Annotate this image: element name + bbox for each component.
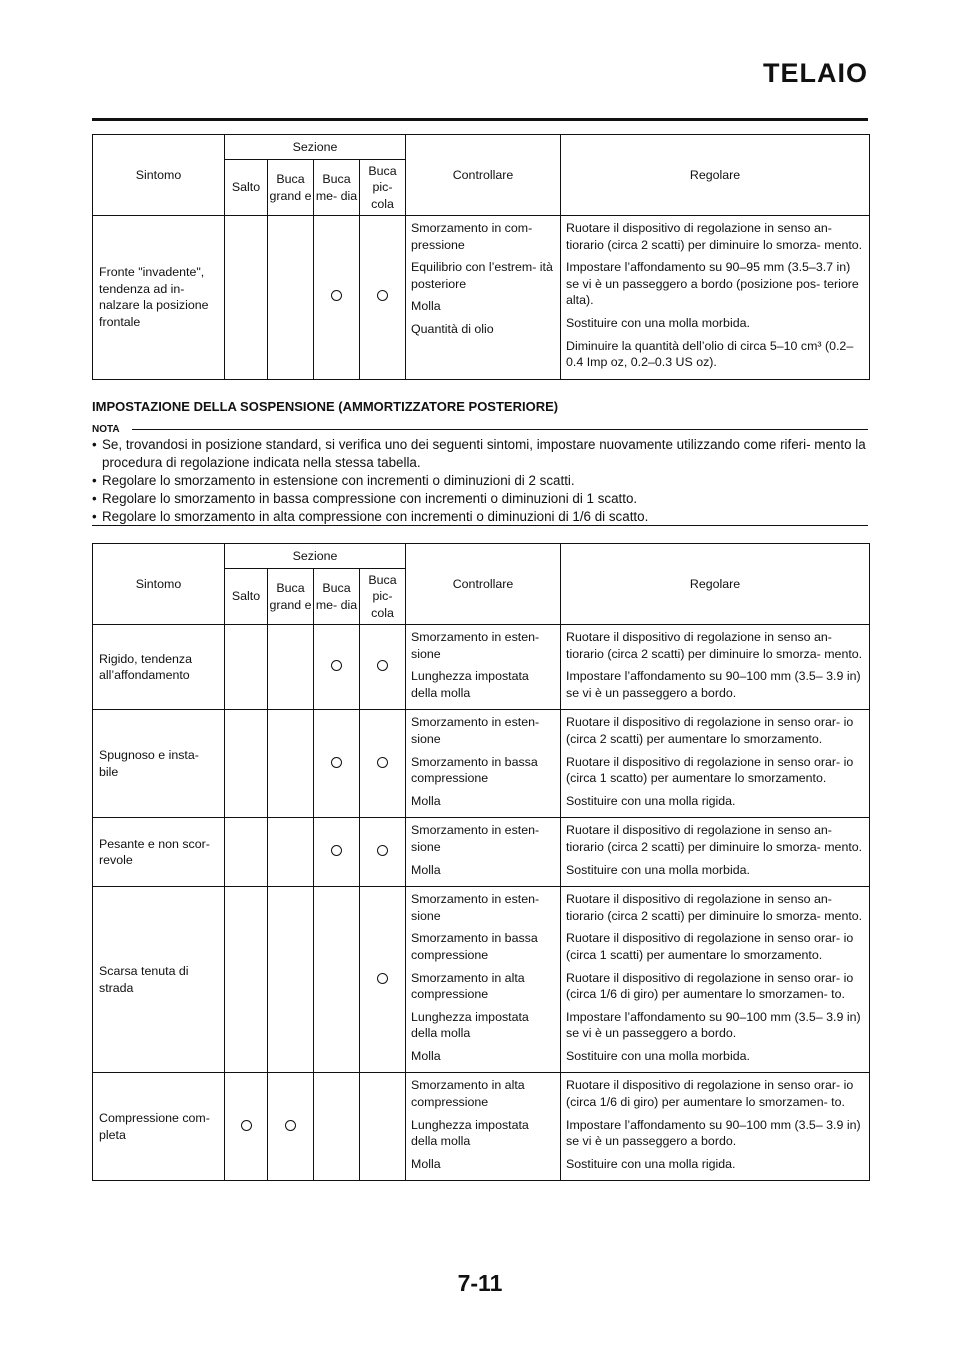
adjust-item: Sostituire con una molla rigida. (566, 1156, 736, 1171)
adjust-cell (561, 216, 870, 380)
adjust-item: Ruotare il dispositivo di regolazione in senso an- tiorario (circa 2 scatti) per diminuire lo smorza- mento. (566, 630, 863, 661)
mark-buca-media (314, 216, 360, 380)
symptom-cell: Compressione com- pleta (93, 1073, 225, 1181)
circle-mark-icon (377, 757, 388, 768)
col-controllare: Controllare (406, 544, 561, 625)
circle-mark-icon (377, 290, 388, 301)
mark-buca-grande (268, 1073, 314, 1181)
adjust-item: Ruotare il dispositivo di regolazione in senso orar- io (circa 1 scatti) per aumentare lo smorzamento. (566, 931, 854, 962)
table-row (93, 818, 870, 887)
circle-mark-icon (331, 660, 342, 671)
check-cell (406, 216, 561, 380)
check-item: Smorzamento in esten- sione (411, 892, 540, 923)
mark-buca-media (314, 818, 360, 887)
mark-buca-piccola (360, 887, 406, 1073)
adjust-item: Ruotare il dispositivo di regolazione in senso orar- io (circa 1 scatto) per aumentare lo smorzamento. (566, 754, 854, 786)
table-row (93, 887, 870, 1073)
check-item: Smorzamento in esten- sione (411, 630, 540, 661)
mark-buca-grande (268, 818, 314, 887)
check-item: Smorzamento in alta compressione (411, 970, 525, 1002)
mark-buca-grande (268, 216, 314, 380)
circle-mark-icon (331, 845, 342, 856)
table-row (93, 710, 870, 818)
table-row (93, 216, 870, 380)
circle-mark-icon (377, 845, 388, 856)
col-buca-grande: Buca grand e (268, 569, 314, 625)
table-row (93, 625, 870, 710)
check-item: Lunghezza impostata della molla (411, 1117, 529, 1149)
col-sintomo: Sintomo (93, 544, 225, 625)
mark-buca-piccola (360, 1073, 406, 1181)
check-item: Equilibrio con l’estrem- ità posteriore (411, 260, 553, 291)
check-item: Quantità di olio (411, 321, 494, 336)
symptom-cell: Scarsa tenuta di strada (93, 887, 225, 1073)
nota-end-rule (92, 525, 868, 526)
circle-mark-icon (377, 660, 388, 671)
nota-item: • Regolare lo smorzamento in bassa compressione con incrementi o diminuzioni di 1 scatto. (92, 490, 868, 508)
symptom-cell: Fronte "invadente", tendenza ad in- nalzare la posizione frontale (93, 216, 225, 380)
col-sintomo: Sintomo (93, 135, 225, 216)
check-item: Molla (411, 793, 441, 808)
adjust-cell (561, 710, 870, 818)
mark-buca-piccola (360, 625, 406, 710)
adjust-item: Diminuire la quantità dell’olio di circa 5–10 cm³ (0.2–0.4 Imp oz, 0.2–0.3 US oz). (566, 338, 854, 370)
mark-buca-grande (268, 710, 314, 818)
title-rule (92, 118, 868, 121)
front-suspension-table (92, 134, 870, 380)
col-buca-grande: Buca grand e (268, 160, 314, 216)
adjust-item: Sostituire con una molla rigida. (566, 793, 736, 808)
col-buca-media: Buca me- dia (314, 569, 360, 625)
check-item: Lunghezza impostata della molla (411, 1009, 529, 1041)
mark-buca-media (314, 887, 360, 1073)
adjust-item: Sostituire con una molla morbida. (566, 862, 750, 877)
adjust-cell (561, 1073, 870, 1181)
check-item: Smorzamento in alta compressione (411, 1078, 525, 1110)
col-controllare: Controllare (406, 135, 561, 216)
mark-buca-grande (268, 625, 314, 710)
mark-buca-piccola (360, 818, 406, 887)
adjust-item: Impostare l’affondamento su 90–100 mm (3.5– 3.9 in) se vi è un passeggero a bordo. (566, 1117, 861, 1149)
circle-mark-icon (377, 973, 388, 984)
check-cell (406, 818, 561, 887)
adjust-item: Impostare l’affondamento su 90–100 mm (3.5– 3.9 in) se vi è un passeggero a bordo. (566, 669, 861, 700)
mark-buca-piccola (360, 710, 406, 818)
mark-salto (225, 625, 268, 710)
mark-salto (225, 710, 268, 818)
adjust-item: Ruotare il dispositivo di regolazione in senso an- tiorario (circa 2 scatti) per diminuire lo smorza- mento. (566, 221, 863, 252)
adjust-cell (561, 625, 870, 710)
col-regolare: Regolare (561, 135, 870, 216)
check-item: Smorzamento in bassa compressione (411, 754, 538, 786)
col-buca-piccola: Buca pic- cola (360, 160, 406, 216)
nota-list (92, 436, 868, 526)
col-buca-media: Buca me- dia (314, 160, 360, 216)
col-salto: Salto (225, 569, 268, 625)
adjust-item: Sostituire con una molla morbida. (566, 1048, 750, 1063)
col-sezione: Sezione (225, 135, 406, 160)
nota-label: NOTA (92, 424, 120, 435)
nota-rule (132, 429, 868, 430)
mark-buca-media (314, 710, 360, 818)
check-item: Molla (411, 862, 441, 877)
adjust-item: Sostituire con una molla morbida. (566, 315, 750, 330)
circle-mark-icon (331, 290, 342, 301)
circle-mark-icon (285, 1120, 296, 1131)
mark-buca-media (314, 625, 360, 710)
circle-mark-icon (241, 1120, 252, 1131)
adjust-item: Impostare l’affondamento su 90–95 mm (3.5–3.7 in) se vi è un passeggero a bordo (posizione pos- teriore alta). (566, 260, 859, 308)
mark-buca-piccola (360, 216, 406, 380)
check-item: Smorzamento in esten- sione (411, 715, 540, 746)
check-item: Molla (411, 1156, 441, 1171)
mark-salto (225, 818, 268, 887)
mark-buca-grande (268, 887, 314, 1073)
check-item: Lunghezza impostata della molla (411, 669, 529, 700)
symptom-cell: Spugnoso e insta- bile (93, 710, 225, 818)
adjust-item: Impostare l’affondamento su 90–100 mm (3.5– 3.9 in) se vi è un passeggero a bordo. (566, 1009, 861, 1041)
check-item: Smorzamento in com- pressione (411, 221, 533, 252)
nota-item: • Regolare lo smorzamento in alta compressione con incrementi o diminuzioni di 1/6 di scatto. (92, 508, 868, 526)
nota-item: • Regolare lo smorzamento in estensione con incrementi o diminuzioni di 2 scatti. (92, 472, 868, 490)
adjust-cell (561, 818, 870, 887)
check-cell (406, 887, 561, 1073)
check-item: Molla (411, 299, 441, 314)
nota-item: • Se, trovandosi in posizione standard, si verifica uno dei seguenti sintomi, impostare nuovamente utilizzando come riferi- mento la procedura di regolazione indicata nella stessa tabella. (92, 436, 868, 472)
rear-suspension-table (92, 543, 870, 1181)
symptom-cell: Rigido, tendenza all’affondamento (93, 625, 225, 710)
mark-salto (225, 887, 268, 1073)
page-title: TELAIO (763, 58, 868, 88)
mark-salto (225, 216, 268, 380)
adjust-item: Ruotare il dispositivo di regolazione in senso orar- io (circa 2 scatti) per aumentare lo smorzamento. (566, 715, 854, 746)
adjust-cell (561, 887, 870, 1073)
col-regolare: Regolare (561, 544, 870, 625)
mark-buca-media (314, 1073, 360, 1181)
check-item: Smorzamento in esten- sione (411, 823, 540, 854)
section-heading: IMPOSTAZIONE DELLA SOSPENSIONE (AMMORTIZZATORE POSTERIORE) (92, 399, 559, 414)
check-item: Molla (411, 1048, 441, 1063)
adjust-item: Ruotare il dispositivo di regolazione in senso an- tiorario (circa 2 scatti) per diminuire lo smorza- mento. (566, 823, 863, 854)
col-salto: Salto (225, 160, 268, 216)
check-item: Smorzamento in bassa compressione (411, 931, 538, 962)
col-sezione: Sezione (225, 544, 406, 569)
check-cell (406, 710, 561, 818)
table-row (93, 1073, 870, 1181)
col-buca-piccola: Buca pic- cola (360, 569, 406, 625)
adjust-item: Ruotare il dispositivo di regolazione in senso orar- io (circa 1/6 di giro) per aumentare lo smorzamen- to. (566, 1078, 854, 1110)
page-number: 7-11 (457, 1270, 503, 1296)
check-cell (406, 625, 561, 710)
adjust-item: Ruotare il dispositivo di regolazione in senso orar- io (circa 1/6 di giro) per aumentare lo smorzamen- to. (566, 970, 854, 1002)
mark-salto (225, 1073, 268, 1181)
symptom-cell: Pesante e non scor- revole (93, 818, 225, 887)
adjust-item: Ruotare il dispositivo di regolazione in senso an- tiorario (circa 2 scatti) per diminuire lo smorza- mento. (566, 892, 863, 923)
circle-mark-icon (331, 757, 342, 768)
check-cell (406, 1073, 561, 1181)
